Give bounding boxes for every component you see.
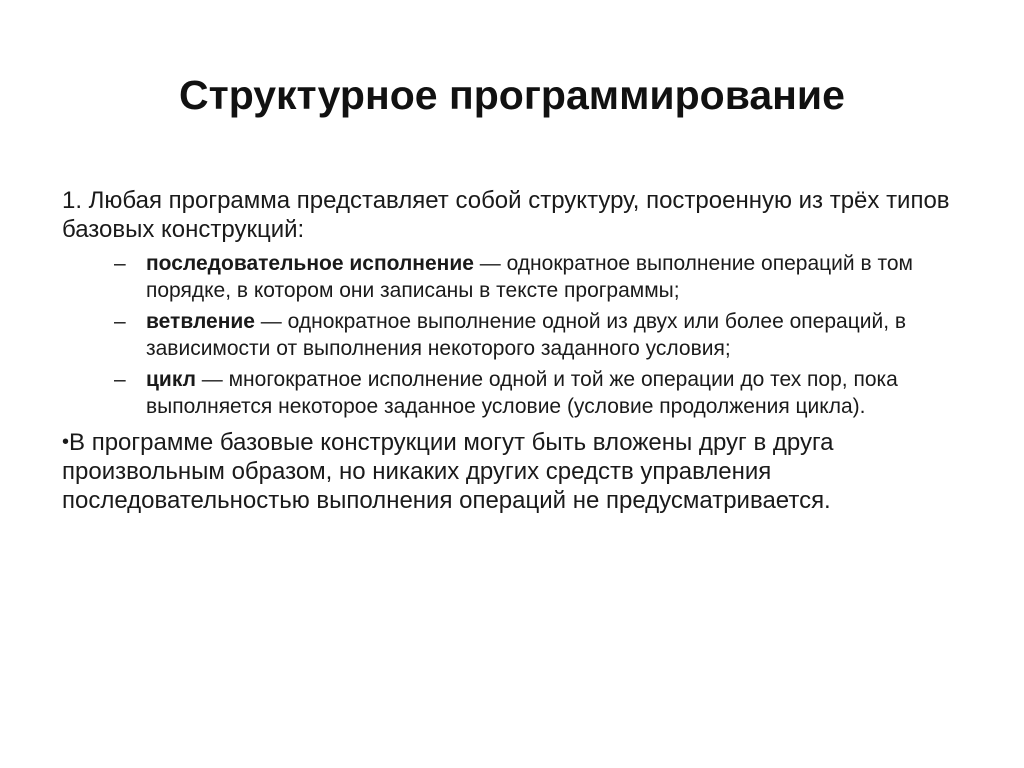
list-item — [114, 250, 926, 304]
item-text: — однократное выполнение операций в том порядке, в котором они записаны в тексте программы; — [146, 252, 913, 302]
slide-content — [62, 186, 962, 515]
list-item — [114, 308, 926, 362]
item-term: цикл — [146, 368, 196, 391]
slide-title: Структурное программирование — [179, 72, 845, 118]
bullet-text: В программе базовые конструкции могут быть вложены друг в друга произвольным образом, но никаких других средств управления последовательностью выполнения операций не предусматривается. — [62, 429, 834, 514]
intro-paragraph: 1. Любая программа представляет собой структуру, построенную из трёх типов базовых конструкций: — [62, 187, 950, 243]
bullet-paragraph — [62, 428, 922, 515]
item-term: последовательное исполнение — [146, 252, 474, 275]
list-item — [114, 366, 926, 420]
item-text: — однократное выполнение одной из двух или более операций, в зависимости от выполнения некоторого заданного условия; — [146, 310, 907, 360]
dash-marker: – — [114, 252, 126, 275]
bullet-marker: • — [62, 431, 70, 453]
dash-marker: – — [114, 368, 126, 391]
construct-list — [62, 250, 962, 420]
item-text: — многократное исполнение одной и той же операции до тех пор, пока выполняется некоторое заданное условие (условие продолжения цикла). — [146, 368, 898, 418]
item-term: ветвление — [146, 310, 255, 333]
dash-marker: – — [114, 310, 126, 333]
